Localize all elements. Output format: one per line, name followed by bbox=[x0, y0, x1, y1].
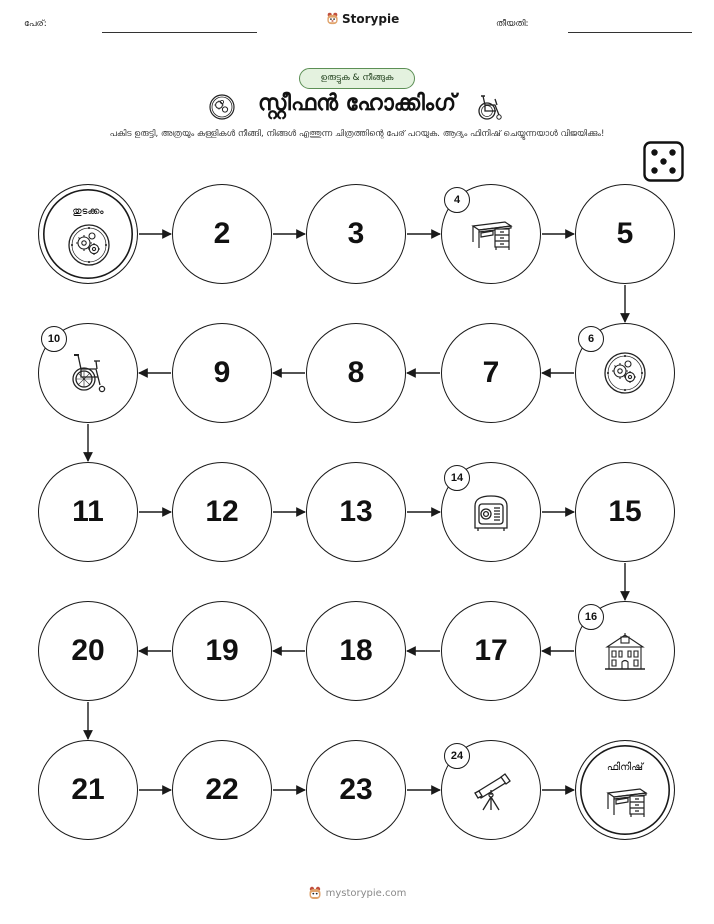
space-number-badge: 6 bbox=[578, 326, 604, 352]
start-label: തുടക്കം bbox=[72, 206, 104, 217]
space-number: 3 bbox=[347, 217, 365, 250]
instruction-text: പകിട ഉരുട്ടി, അത്രയും കള്ളികൾ നീങ്ങി, നിങ്ങൾ എത്തുന്ന ചിത്രത്തിന്റെ പേര് പറയുക. ആദ്യം ഫിനിഷ് ചെയ്യുന്നയാൾ വിജയിക്കും! bbox=[109, 129, 605, 139]
board-space-5[interactable] bbox=[575, 184, 675, 284]
board-space-24[interactable] bbox=[441, 740, 541, 840]
storypie-logo-icon bbox=[308, 886, 322, 901]
board-space-11[interactable] bbox=[38, 462, 138, 562]
space-number-badge: 4 bbox=[444, 187, 470, 213]
gears-icon bbox=[67, 223, 111, 267]
space-number: 20 bbox=[71, 634, 105, 667]
board-space-19[interactable] bbox=[172, 601, 272, 701]
page-title: സ്റ്റീഫൻ ഹോക്കിംഗ് bbox=[257, 91, 457, 116]
start-space[interactable] bbox=[38, 184, 138, 284]
space-number: 9 bbox=[213, 356, 231, 389]
space-number: 12 bbox=[205, 495, 239, 528]
space-number: 22 bbox=[205, 773, 239, 806]
board-space-10[interactable] bbox=[38, 323, 138, 423]
footer-site[interactable]: mystorypie.com bbox=[325, 888, 407, 899]
telescope-icon bbox=[469, 768, 513, 812]
board-space-22[interactable] bbox=[172, 740, 272, 840]
university-icon bbox=[603, 629, 647, 673]
gears-icon bbox=[603, 351, 647, 395]
space-number: 21 bbox=[71, 773, 105, 806]
board-space-9[interactable] bbox=[172, 323, 272, 423]
space-number: 5 bbox=[616, 217, 634, 250]
board-space-4[interactable] bbox=[441, 184, 541, 284]
wheelchair-icon bbox=[66, 351, 110, 395]
space-number-badge: 10 bbox=[41, 326, 67, 352]
radio-icon bbox=[469, 490, 513, 534]
board-space-21[interactable] bbox=[38, 740, 138, 840]
space-number: 7 bbox=[482, 356, 500, 389]
space-number: 11 bbox=[72, 495, 104, 528]
space-number: 18 bbox=[339, 634, 373, 667]
board-space-8[interactable] bbox=[306, 323, 406, 423]
board-space-18[interactable] bbox=[306, 601, 406, 701]
space-number: 23 bbox=[339, 773, 373, 806]
board-space-13[interactable] bbox=[306, 462, 406, 562]
board-space-7[interactable] bbox=[441, 323, 541, 423]
space-number: 19 bbox=[205, 634, 239, 667]
space-number: 8 bbox=[347, 356, 365, 389]
board-space-3[interactable] bbox=[306, 184, 406, 284]
space-number: 17 bbox=[474, 634, 508, 667]
space-number-badge: 16 bbox=[578, 604, 604, 630]
name-label: പേര്: bbox=[24, 19, 47, 29]
board-space-23[interactable] bbox=[306, 740, 406, 840]
board-space-14[interactable] bbox=[441, 462, 541, 562]
space-number: 13 bbox=[339, 495, 373, 528]
desk-icon bbox=[469, 212, 513, 256]
finish-label: ഫിനിഷ് bbox=[606, 762, 644, 773]
board-space-16[interactable] bbox=[575, 601, 675, 701]
brand-name: Storypie bbox=[342, 12, 400, 26]
board-space-12[interactable] bbox=[172, 462, 272, 562]
space-number-badge: 24 bbox=[444, 743, 470, 769]
finish-space[interactable] bbox=[575, 740, 675, 840]
space-number-badge: 14 bbox=[444, 465, 470, 491]
board-space-2[interactable] bbox=[172, 184, 272, 284]
activity-badge: ഉരുട്ടുക & നീങ്ങുക bbox=[299, 68, 415, 89]
board-space-6[interactable] bbox=[575, 323, 675, 423]
board-space-20[interactable] bbox=[38, 601, 138, 701]
space-number: 2 bbox=[213, 217, 231, 250]
board-space-15[interactable] bbox=[575, 462, 675, 562]
space-number: 15 bbox=[608, 495, 642, 528]
desk-icon bbox=[604, 779, 648, 823]
board-space-17[interactable] bbox=[441, 601, 541, 701]
footer bbox=[0, 886, 714, 901]
date-label: തീയതി: bbox=[496, 19, 529, 29]
